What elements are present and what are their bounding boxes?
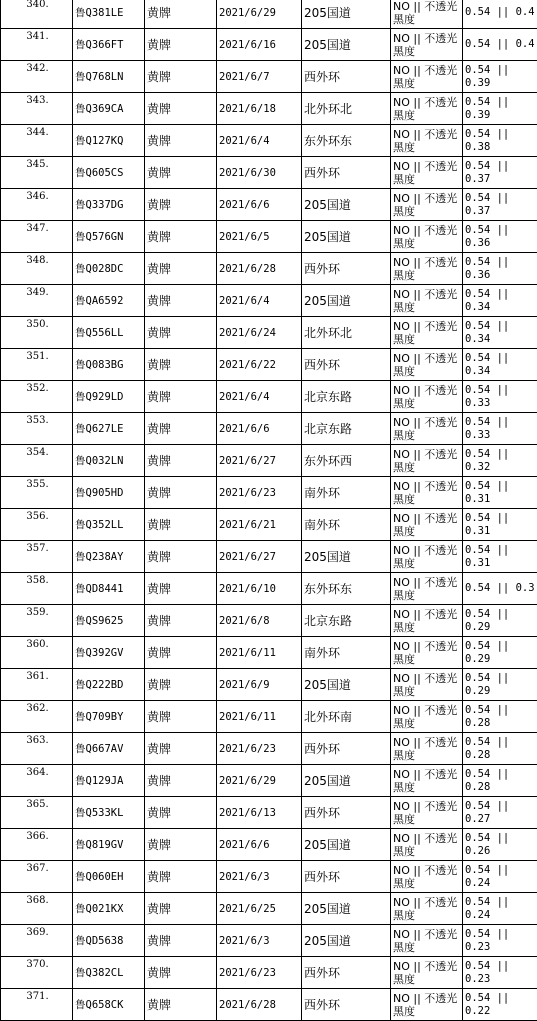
row-index: 345.	[1, 157, 73, 189]
row-index: 362.	[1, 701, 73, 733]
row-index: 354.	[1, 445, 73, 477]
location-cell: 西外环	[302, 349, 391, 381]
plate-color-cell: 黄牌	[145, 381, 217, 413]
measure-value-cell: 0.54 || 0.28	[463, 733, 537, 765]
plate-color-cell: 黄牌	[145, 349, 217, 381]
tint-check-cell: NO || 不透光黑度	[391, 349, 463, 381]
plate-color-cell: 黄牌	[145, 669, 217, 701]
row-index: 342.	[1, 61, 73, 93]
row-index: 369.	[1, 925, 73, 957]
table-row	[1, 317, 537, 349]
plate-color-cell: 黄牌	[145, 637, 217, 669]
date-cell: 2021/6/11	[217, 701, 302, 733]
plate-number-cell: 鲁Q533KL	[73, 797, 145, 829]
table-row	[1, 285, 537, 317]
plate-color-cell: 黄牌	[145, 861, 217, 893]
measure-value-cell: 0.54 || 0.32	[463, 445, 537, 477]
row-index: 347.	[1, 221, 73, 253]
tint-check-cell: NO || 不透光黑度	[391, 541, 463, 573]
date-cell: 2021/6/3	[217, 861, 302, 893]
plate-color-cell: 黄牌	[145, 989, 217, 1021]
date-cell: 2021/6/6	[217, 413, 302, 445]
tint-check-cell: NO || 不透光黑度	[391, 989, 463, 1021]
measure-value-cell: 0.54 || 0.37	[463, 189, 537, 221]
measure-value-cell: 0.54 || 0.4	[463, 0, 537, 29]
plate-color-cell: 黄牌	[145, 317, 217, 349]
measure-value-cell: 0.54 || 0.38	[463, 125, 537, 157]
plate-color-cell: 黄牌	[145, 221, 217, 253]
table-row	[1, 669, 537, 701]
location-cell: 205国道	[302, 829, 391, 861]
tint-check-cell: NO || 不透光黑度	[391, 477, 463, 509]
tint-check-cell: NO || 不透光黑度	[391, 445, 463, 477]
tint-check-cell: NO || 不透光黑度	[391, 605, 463, 637]
plate-number-cell: 鲁Q667AV	[73, 733, 145, 765]
row-index: 361.	[1, 669, 73, 701]
tint-check-cell: NO || 不透光黑度	[391, 925, 463, 957]
table-row	[1, 765, 537, 797]
tint-check-cell: NO || 不透光黑度	[391, 253, 463, 285]
date-cell: 2021/6/28	[217, 253, 302, 285]
plate-color-cell: 黄牌	[145, 285, 217, 317]
location-cell: 205国道	[302, 29, 391, 61]
table-row	[1, 381, 537, 413]
tint-check-cell: NO || 不透光黑度	[391, 125, 463, 157]
row-index: 353.	[1, 413, 73, 445]
measure-value-cell: 0.54 || 0.31	[463, 541, 537, 573]
row-index: 344.	[1, 125, 73, 157]
location-cell: 205国道	[302, 0, 391, 29]
plate-number-cell: 鲁Q028DC	[73, 253, 145, 285]
tint-check-cell: NO || 不透光黑度	[391, 285, 463, 317]
tint-check-cell: NO || 不透光黑度	[391, 61, 463, 93]
measure-value-cell: 0.54 || 0.29	[463, 637, 537, 669]
plate-number-cell: 鲁Q905HD	[73, 477, 145, 509]
plate-color-cell: 黄牌	[145, 93, 217, 125]
plate-color-cell: 黄牌	[145, 189, 217, 221]
table-row	[1, 509, 537, 541]
plate-number-cell: 鲁QD8441	[73, 573, 145, 605]
tint-check-cell: NO || 不透光黑度	[391, 861, 463, 893]
date-cell: 2021/6/11	[217, 637, 302, 669]
table-row	[1, 93, 537, 125]
plate-color-cell: 黄牌	[145, 541, 217, 573]
measure-value-cell: 0.54 || 0.29	[463, 669, 537, 701]
row-index: 370.	[1, 957, 73, 989]
table-row	[1, 701, 537, 733]
date-cell: 2021/6/13	[217, 797, 302, 829]
tint-check-cell: NO || 不透光黑度	[391, 893, 463, 925]
location-cell: 南外环	[302, 477, 391, 509]
tint-check-cell: NO || 不透光黑度	[391, 413, 463, 445]
row-index: 349.	[1, 285, 73, 317]
plate-number-cell: 鲁Q768LN	[73, 61, 145, 93]
plate-number-cell: 鲁Q369CA	[73, 93, 145, 125]
row-index: 357.	[1, 541, 73, 573]
tint-check-cell: NO || 不透光黑度	[391, 669, 463, 701]
table-row	[1, 29, 537, 61]
location-cell: 205国道	[302, 541, 391, 573]
date-cell: 2021/6/6	[217, 829, 302, 861]
location-cell: 西外环	[302, 61, 391, 93]
table-row	[1, 573, 537, 605]
table-row	[1, 925, 537, 957]
location-cell: 205国道	[302, 189, 391, 221]
plate-number-cell: 鲁Q060EH	[73, 861, 145, 893]
tint-check-cell: NO || 不透光黑度	[391, 765, 463, 797]
table-row	[1, 861, 537, 893]
location-cell: 205国道	[302, 893, 391, 925]
table-row	[1, 413, 537, 445]
plate-number-cell: 鲁Q381LE	[73, 0, 145, 29]
table-row	[1, 477, 537, 509]
row-index: 341.	[1, 29, 73, 61]
measure-value-cell: 0.54 || 0.26	[463, 829, 537, 861]
measure-value-cell: 0.54 || 0.36	[463, 221, 537, 253]
table-row	[1, 541, 537, 573]
plate-number-cell: 鲁QA6592	[73, 285, 145, 317]
plate-number-cell: 鲁Q021KX	[73, 893, 145, 925]
row-index: 364.	[1, 765, 73, 797]
row-index: 340.	[1, 0, 73, 29]
date-cell: 2021/6/24	[217, 317, 302, 349]
plate-color-cell: 黄牌	[145, 573, 217, 605]
plate-color-cell: 黄牌	[145, 509, 217, 541]
location-cell: 205国道	[302, 285, 391, 317]
tint-check-cell: NO || 不透光黑度	[391, 29, 463, 61]
row-index: 368.	[1, 893, 73, 925]
measure-value-cell: 0.54 || 0.4	[463, 29, 537, 61]
row-index: 360.	[1, 637, 73, 669]
date-cell: 2021/6/30	[217, 157, 302, 189]
row-index: 355.	[1, 477, 73, 509]
location-cell: 南外环	[302, 509, 391, 541]
date-cell: 2021/6/9	[217, 669, 302, 701]
tint-check-cell: NO || 不透光黑度	[391, 957, 463, 989]
tint-check-cell: NO || 不透光黑度	[391, 797, 463, 829]
table-row	[1, 445, 537, 477]
plate-color-cell: 黄牌	[145, 477, 217, 509]
tint-check-cell: NO || 不透光黑度	[391, 637, 463, 669]
table-row	[1, 61, 537, 93]
location-cell: 北外环北	[302, 317, 391, 349]
location-cell: 205国道	[302, 221, 391, 253]
location-cell: 南外环	[302, 637, 391, 669]
plate-color-cell: 黄牌	[145, 125, 217, 157]
tint-check-cell: NO || 不透光黑度	[391, 93, 463, 125]
location-cell: 北外环南	[302, 701, 391, 733]
table-row	[1, 637, 537, 669]
date-cell: 2021/6/4	[217, 285, 302, 317]
plate-color-cell: 黄牌	[145, 253, 217, 285]
plate-color-cell: 黄牌	[145, 157, 217, 189]
measure-value-cell: 0.54 || 0.39	[463, 61, 537, 93]
table-row	[1, 989, 537, 1021]
measure-value-cell: 0.54 || 0.37	[463, 157, 537, 189]
table-row	[1, 221, 537, 253]
date-cell: 2021/6/3	[217, 925, 302, 957]
location-cell: 西外环	[302, 157, 391, 189]
location-cell: 西外环	[302, 733, 391, 765]
plate-color-cell: 黄牌	[145, 957, 217, 989]
plate-number-cell: 鲁Q382CL	[73, 957, 145, 989]
measure-value-cell: 0.54 || 0.34	[463, 349, 537, 381]
records-table-body	[1, 0, 537, 1021]
table-row	[1, 349, 537, 381]
plate-color-cell: 黄牌	[145, 829, 217, 861]
plate-color-cell: 黄牌	[145, 413, 217, 445]
plate-color-cell: 黄牌	[145, 61, 217, 93]
plate-color-cell: 黄牌	[145, 605, 217, 637]
plate-number-cell: 鲁Q083BG	[73, 349, 145, 381]
plate-color-cell: 黄牌	[145, 765, 217, 797]
date-cell: 2021/6/4	[217, 125, 302, 157]
tint-check-cell: NO || 不透光黑度	[391, 509, 463, 541]
tint-check-cell: NO || 不透光黑度	[391, 221, 463, 253]
plate-number-cell: 鲁QS9625	[73, 605, 145, 637]
row-index: 351.	[1, 349, 73, 381]
location-cell: 北京东路	[302, 605, 391, 637]
row-index: 363.	[1, 733, 73, 765]
row-index: 350.	[1, 317, 73, 349]
plate-number-cell: 鲁Q238AY	[73, 541, 145, 573]
table-row	[1, 0, 537, 29]
date-cell: 2021/6/29	[217, 0, 302, 29]
measure-value-cell: 0.54 || 0.31	[463, 477, 537, 509]
date-cell: 2021/6/16	[217, 29, 302, 61]
measure-value-cell: 0.54 || 0.23	[463, 957, 537, 989]
row-index: 371.	[1, 989, 73, 1021]
table-row	[1, 189, 537, 221]
measure-value-cell: 0.54 || 0.27	[463, 797, 537, 829]
plate-color-cell: 黄牌	[145, 733, 217, 765]
tint-check-cell: NO || 不透光黑度	[391, 829, 463, 861]
location-cell: 西外环	[302, 861, 391, 893]
date-cell: 2021/6/23	[217, 957, 302, 989]
row-index: 367.	[1, 861, 73, 893]
date-cell: 2021/6/8	[217, 605, 302, 637]
table-row	[1, 605, 537, 637]
plate-number-cell: 鲁Q605CS	[73, 157, 145, 189]
date-cell: 2021/6/25	[217, 893, 302, 925]
measure-value-cell: 0.54 || 0.24	[463, 893, 537, 925]
row-index: 343.	[1, 93, 73, 125]
plate-color-cell: 黄牌	[145, 445, 217, 477]
plate-number-cell: 鲁Q352LL	[73, 509, 145, 541]
date-cell: 2021/6/7	[217, 61, 302, 93]
plate-color-cell: 黄牌	[145, 893, 217, 925]
tint-check-cell: NO || 不透光黑度	[391, 317, 463, 349]
row-index: 348.	[1, 253, 73, 285]
table-row	[1, 157, 537, 189]
measure-value-cell: 0.54 || 0.29	[463, 605, 537, 637]
location-cell: 205国道	[302, 765, 391, 797]
plate-number-cell: 鲁Q576GN	[73, 221, 145, 253]
date-cell: 2021/6/5	[217, 221, 302, 253]
date-cell: 2021/6/6	[217, 189, 302, 221]
location-cell: 东外环东	[302, 125, 391, 157]
measure-value-cell: 0.54 || 0.24	[463, 861, 537, 893]
tint-check-cell: NO || 不透光黑度	[391, 157, 463, 189]
measure-value-cell: 0.54 || 0.33	[463, 381, 537, 413]
row-index: 358.	[1, 573, 73, 605]
location-cell: 205国道	[302, 669, 391, 701]
plate-number-cell: 鲁Q129JA	[73, 765, 145, 797]
date-cell: 2021/6/21	[217, 509, 302, 541]
row-index: 356.	[1, 509, 73, 541]
location-cell: 西外环	[302, 797, 391, 829]
plate-number-cell: 鲁Q392GV	[73, 637, 145, 669]
tint-check-cell: NO || 不透光黑度	[391, 381, 463, 413]
plate-color-cell: 黄牌	[145, 0, 217, 29]
measure-value-cell: 0.54 || 0.34	[463, 317, 537, 349]
tint-check-cell: NO || 不透光黑度	[391, 733, 463, 765]
measure-value-cell: 0.54 || 0.34	[463, 285, 537, 317]
measure-value-cell: 0.54 || 0.31	[463, 509, 537, 541]
plate-number-cell: 鲁Q127KQ	[73, 125, 145, 157]
row-index: 352.	[1, 381, 73, 413]
plate-number-cell: 鲁Q658CK	[73, 989, 145, 1021]
plate-color-cell: 黄牌	[145, 29, 217, 61]
measure-value-cell: 0.54 || 0.36	[463, 253, 537, 285]
date-cell: 2021/6/23	[217, 733, 302, 765]
table-row	[1, 253, 537, 285]
location-cell: 东外环西	[302, 445, 391, 477]
row-index: 359.	[1, 605, 73, 637]
date-cell: 2021/6/27	[217, 445, 302, 477]
measure-value-cell: 0.54 || 0.3	[463, 573, 537, 605]
table-row	[1, 125, 537, 157]
plate-number-cell: 鲁Q627LE	[73, 413, 145, 445]
measure-value-cell: 0.54 || 0.33	[463, 413, 537, 445]
location-cell: 北外环北	[302, 93, 391, 125]
date-cell: 2021/6/27	[217, 541, 302, 573]
tint-check-cell: NO || 不透光黑度	[391, 0, 463, 29]
table-row	[1, 733, 537, 765]
location-cell: 北京东路	[302, 381, 391, 413]
tint-check-cell: NO || 不透光黑度	[391, 701, 463, 733]
plate-number-cell: 鲁Q556LL	[73, 317, 145, 349]
measure-value-cell: 0.54 || 0.28	[463, 765, 537, 797]
plate-number-cell: 鲁Q929LD	[73, 381, 145, 413]
table-row	[1, 829, 537, 861]
measure-value-cell: 0.54 || 0.39	[463, 93, 537, 125]
tint-check-cell: NO || 不透光黑度	[391, 573, 463, 605]
location-cell: 北京东路	[302, 413, 391, 445]
tint-check-cell: NO || 不透光黑度	[391, 189, 463, 221]
plate-number-cell: 鲁Q222BD	[73, 669, 145, 701]
table-row	[1, 957, 537, 989]
plate-number-cell: 鲁Q709BY	[73, 701, 145, 733]
plate-number-cell: 鲁Q819GV	[73, 829, 145, 861]
plate-color-cell: 黄牌	[145, 797, 217, 829]
location-cell: 205国道	[302, 925, 391, 957]
date-cell: 2021/6/10	[217, 573, 302, 605]
plate-number-cell: 鲁QD5638	[73, 925, 145, 957]
plate-color-cell: 黄牌	[145, 701, 217, 733]
date-cell: 2021/6/28	[217, 989, 302, 1021]
measure-value-cell: 0.54 || 0.22	[463, 989, 537, 1021]
plate-color-cell: 黄牌	[145, 925, 217, 957]
table-row	[1, 893, 537, 925]
location-cell: 西外环	[302, 253, 391, 285]
location-cell: 东外环东	[302, 573, 391, 605]
row-index: 346.	[1, 189, 73, 221]
row-index: 365.	[1, 797, 73, 829]
measure-value-cell: 0.54 || 0.23	[463, 925, 537, 957]
date-cell: 2021/6/22	[217, 349, 302, 381]
table-row	[1, 797, 537, 829]
plate-number-cell: 鲁Q366FT	[73, 29, 145, 61]
plate-number-cell: 鲁Q337DG	[73, 189, 145, 221]
location-cell: 西外环	[302, 989, 391, 1021]
date-cell: 2021/6/18	[217, 93, 302, 125]
date-cell: 2021/6/23	[217, 477, 302, 509]
date-cell: 2021/6/29	[217, 765, 302, 797]
location-cell: 西外环	[302, 957, 391, 989]
measure-value-cell: 0.54 || 0.28	[463, 701, 537, 733]
date-cell: 2021/6/4	[217, 381, 302, 413]
row-index: 366.	[1, 829, 73, 861]
plate-number-cell: 鲁Q032LN	[73, 445, 145, 477]
